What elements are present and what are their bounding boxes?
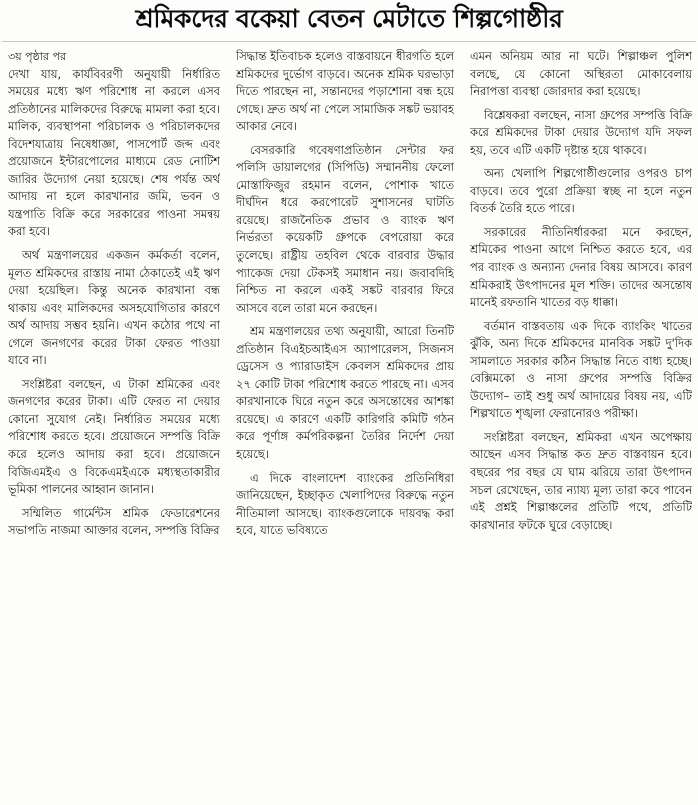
paragraph: এমন অনিয়ম আর না ঘটে। শিল্পাঞ্চল পুলিশ বলছে, যে কোনো অস্থিরতা মোকাবেলায় নিরাপত্তা ব্যবস্থা জোরদার করা হয়েছে। [470,49,692,99]
jump-note: ৩য় পৃষ্ঠার পর [8,50,67,63]
paragraph: এ দিকে বাংলাদেশ ব্যাংকের প্রতিনিধিরা জানিয়েছেন, ইচ্ছাকৃত খেলাপিদের বিরুদ্ধে নতুন নীতিমালা আসছে। ব্যাংকগুলোকে দায়বদ্ধ করা হবে, যাতে ভবিষ্যতে [236,470,454,538]
article-column-3 [470,48,692,804]
paragraph: বেসরকারি গবেষণাপ্রতিষ্ঠান সেন্টার ফর পলিসি ডায়ালগের (সিপিডি) সম্মাননীয় ফেলো মোস্তাফিজুর রহমান বলেন, পোশাক খাতে দীর্ঘদিন ধরে করপোরেট সুশাসনের ঘাটতি রয়েছে। রাজনৈতিক প্রভাব ও ব্যাংক ঋণ নির্ভরতা কয়েকটি গ্রুপকে বেপরোয়া করে তুলেছে। রাষ্ট্রীয় তহবিল থেকে বারবার উদ্ধার প্যাকেজ দেয়া টেকসই সমাধান নয়। জবাবদিহি নিশ্চিত না করলে একই সঙ্কট বারবার ফিরে আসবে বলে তারা মনে করছেন। [236,142,454,315]
paragraph: বিশ্লেষকরা বলছেন, নাসা গ্রুপের সম্পত্তি বিক্রি করে শ্রমিকদের টাকা দেয়ার উদ্যোগ যদি সফল হয়, তবে এটি একটি দৃষ্টান্ত হয়ে থাকবে। [470,107,692,157]
paragraph: দেখা যায়, কার্যবিবরণী অনুযায়ী নির্ধারিত সময়ের মধ্যে ঋণ পরিশোধ না করলে এসব প্রতিষ্ঠানের মালিকদের বিরুদ্ধে মামলা করা হবে। মালিক, ব্যবস্থাপনা পরিচালক ও পরিচালকদের বিদেশযাত্রায় নিষেধাজ্ঞা, পাসপোর্ট জব্দ এবং প্রয়োজনে ইন্টারপোলের মাধ্যমে রেড নোটিশ জারির উদ্যোগ নেয়া হয়েছে। শেষ পর্যন্ত অর্থ আদায় না হলে কারখানার জমি, ভবন ও যন্ত্রপাতি বিক্রি করে সরকারের পাওনা সমন্বয় করা হবে। [8,66,220,239]
paragraph: বর্তমান বাস্তবতায় এক দিকে ব্যাংকিং খাতের ঝুঁকি, অন্য দিকে শ্রমিকদের মানবিক সঙ্কট দু'দিক সামলাতে সরকার কঠিন সিদ্ধান্ত নিতে বাধ্য হচ্ছে। বেক্সিমকো ও নাসা গ্রুপের সম্পত্তি বিক্রির উদ্যোগ– তাই শুধু অর্থ আদায়ের বিষয় নয়, এটি শিল্পখাতে শৃঙ্খলা ফেরানোরও পরীক্ষা। [470,318,692,421]
headline: শ্রমিকদের বকেয়া বেতন মেটাতে শিল্পগোষ্ঠীর [135,3,563,33]
paragraph: সিদ্ধান্ত ইতিবাচক হলেও বাস্তবায়নে ধীরগতি হলে শ্রমিকদের দুর্ভোগ বাড়বে। অনেক শ্রমিক ঘরভাড়া দিতে পারছেন না, সন্তানদের পড়াশোনা বন্ধ হয়ে গেছে। দ্রুত অর্থ না পেলে সামাজিক সঙ্কট ভয়াবহ আকার নেবে। [236,49,454,134]
article-column-2 [236,48,454,804]
paragraph: অর্থ মন্ত্রণালয়ের একজন কর্মকর্তা বলেন, মূলত শ্রমিকদের রাস্তায় নামা ঠেকাতেই এই ঋণ দেয়া হয়েছিল। কিন্তু অনেক কারখানা বন্ধ থাকায় এবং মালিকদের অসহযোগিতার কারণে অর্থ আদায় সম্ভব হয়নি। এখন কঠোর পথে না গেলে জনগণের করের টাকা ফেরত পাওয়া যাবে না। [8,248,220,368]
paragraph: সম্মিলিত গার্মেন্টস শ্রমিক ফেডারেশনের সভাপতি নাজমা আক্তার বলেন, সম্পত্তি বিক্রির [8,505,220,538]
paragraph: অন্য খেলাপি শিল্পগোষ্ঠীগুলোর ওপরও চাপ বাড়বে। তবে পুরো প্রক্রিয়া স্বচ্ছ না হলে নতুন বিতর্ক তৈরি হতে পারে। [470,166,692,216]
paragraph: সরকারের নীতিনির্ধারকরা মনে করছেন, শ্রমিকের পাওনা আগে নিশ্চিত করতে হবে, এর পর ব্যাংক ও অন্যান্য দেনার বিষয় আসবে। কারণ শ্রমিকরাই উৎপাদনের মূল শক্তি। তাদের অসন্তোষ মানেই রফতানি খাতের বড় ধাক্কা। [470,224,692,310]
article-column-1 [8,48,220,804]
headline-rule [2,41,696,42]
paragraph: শ্রম মন্ত্রণালয়ের তথ্য অনুযায়ী, আরো তিনটি প্রতিষ্ঠান বিএইচআইএস অ্যাপারেলস, সিজনস ড্রেসেস ও প্যারাডাইস কেবলস শ্রমিকদের প্রায় ২৭ কোটি টাকা পরিশোধ করতে পারছে না। এসব কারখানাকে ঘিরে নতুন করে অসন্তোষের আশঙ্কা রয়েছে। এ কারণে একটি কারিগরি কমিটি গঠন করে পূর্ণাঙ্গ কর্মপরিকল্পনা তৈরির নির্দেশ দেয়া হয়েছে। [236,324,454,462]
paragraph: সংশ্লিষ্টরা বলছেন, শ্রমিকরা এখন অপেক্ষায় আছেন এসব সিদ্ধান্ত কত দ্রুত বাস্তবায়ন হবে। বছরের পর বছর যে ঘাম ঝরিয়ে তারা উৎপাদন সচল রেখেছেন, তার ন্যায্য মূল্য তারা কবে পাবেন এই প্রশ্নই শিল্পাঞ্চলের প্রতিটি পথে, প্রতিটি কারখানার ফটকে ঘুরে বেড়াচ্ছে। [470,429,692,532]
paragraph: সংশ্লিষ্টরা বলছেন, এ টাকা শ্রমিকের এবং জনগণের করের টাকা। এটি ফেরত না দেয়ার কোনো সুযোগ নেই। নির্ধারিত সময়ের মধ্যে পরিশোধ করতে হবে। প্রয়োজনে সম্পত্তি বিক্রি করে হলেও আদায় করা হবে। প্রয়োজনে বিজিএমইএ ও বিকেএমইএকে মধ্যস্থতাকারীর ভূমিকা পালনের আহ্বান জানান। [8,376,220,497]
